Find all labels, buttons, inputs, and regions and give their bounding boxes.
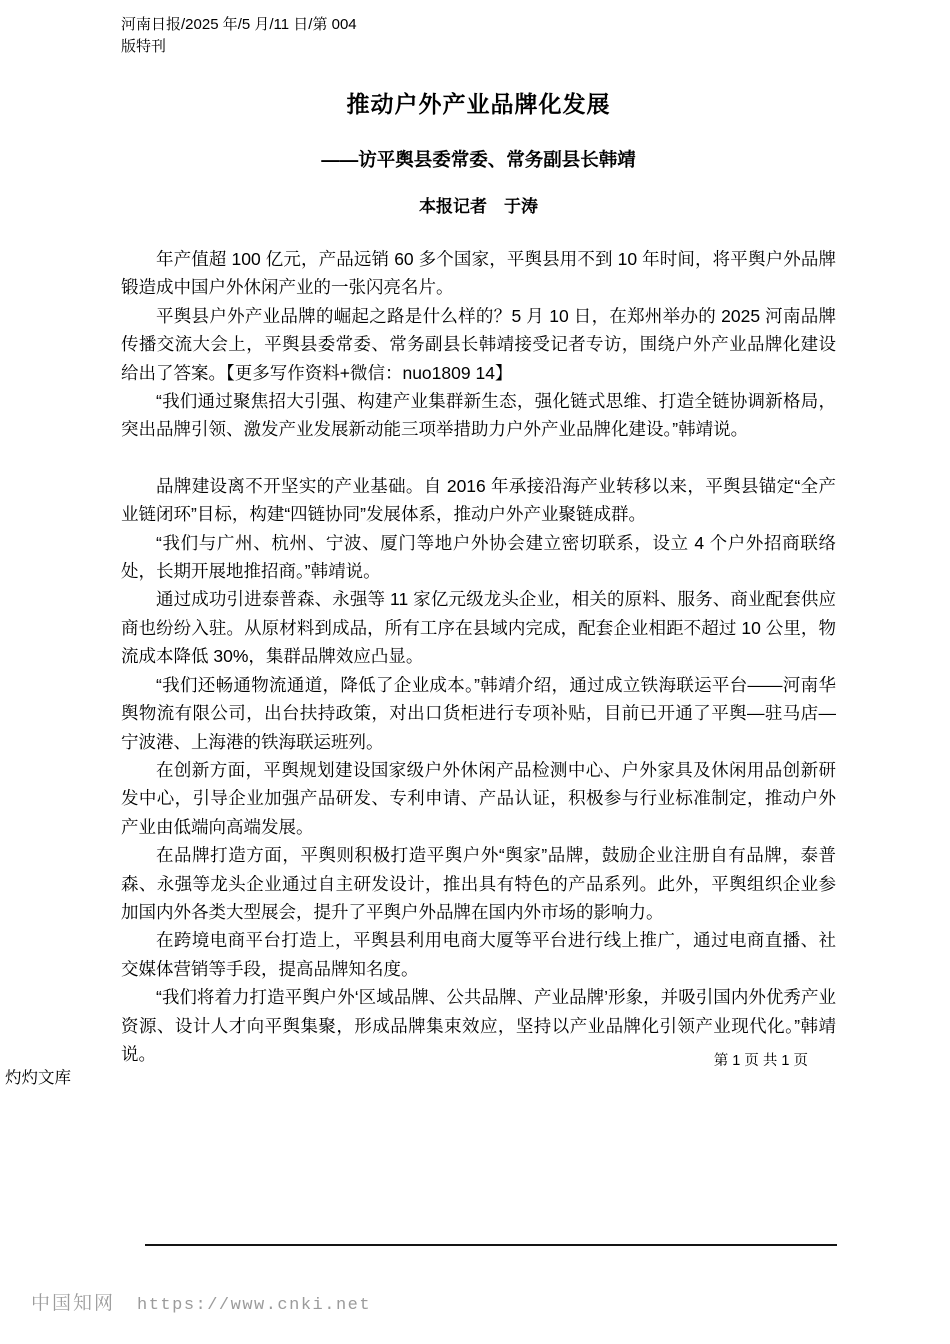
article-paragraph: 通过成功引进泰普森、永强等 11 家亿元级龙头企业，相关的原料、服务、商业配套供应商也纷纷入驻。从原材料到成品，所有工序在县域内完成，配套企业相距不超过 10 公里，物流成本降低 30%，集群品牌效应凸显。 [121,589,836,667]
article-paragraph: 平舆县户外产业品牌的崛起之路是什么样的？5 月 10 日，在郑州举办的 2025 河南品牌传播交流大会上，平舆县委常委、常务副县长韩靖接受记者专访，围绕户外产业品牌化建设给出了答案。【更多写作资料+微信：nuo1809 14】 [121,305,836,383]
article-paragraph: 在创新方面，平舆规划建设国家级户外休闲产品检测中心、户外家具及休闲用品创新研发中心，引导企业加强产品研发、专利申请、产品认证，积极参与行业标准制定，推动户外产业由低端向高端发展。 [121,759,836,837]
article-section-intro [121,245,836,444]
article-paragraph: “我们通过聚焦招大引强、构建产业集群新生态，强化链式思维、打造全链协调新格局，突出品牌引领、激发产业发展新动能三项举措助力户外产业品牌化建设。”韩靖说。 [121,391,836,440]
article-paragraph: 在品牌打造方面，平舆则积极打造平舆户外“舆家”品牌，鼓励企业注册自有品牌，泰普森、永强等龙头企业通过自主研发设计，推出具有特色的产品系列。此外，平舆组织企业参加国内外各类大型展会，提升了平舆户外品牌在国内外市场的影响力。 [121,845,836,922]
footer-divider [145,1244,837,1246]
article-paragraph: 在跨境电商平台打造上，平舆县利用电商大厦等平台进行线上推广，通过电商直播、社交媒体营销等手段，提高品牌知名度。 [121,930,836,979]
article-paragraph: “我们还畅通物流通道，降低了企业成本。”韩靖介绍，通过成立铁海联运平台——河南华舆物流有限公司，出台扶持政策，对出口货柜进行专项补贴，目前已开通了平舆—驻马店—宁波港、上海港的铁海联运班列。 [121,674,836,752]
article-paragraph: “我们与广州、杭州、宁波、厦门等地户外协会建立密切联系，设立 4 个户外招商联络处，长期开展地推招商。”韩靖说。 [121,532,836,582]
article-paragraph: 年产值超 100 亿元，产品远销 60 多个国家，平舆县用不到 10 年时间，将平舆户外品牌锻造成中国户外休闲产业的一张闪亮名片。 [121,249,836,298]
source-header-line1: 河南日报/2025 年/5 月/11 日/第 004 [121,16,357,33]
article-paragraph: “我们将着力打造平舆户外‘区域品牌、公共品牌、产业品牌’形象，并吸引国内外优秀产业资源、设计人才向平舆集聚，形成品牌集束效应，坚持以产业品牌化引领产业现代化。”韩靖说。 [121,987,836,1064]
cnki-watermark [31,1288,371,1315]
page-indicator: 第 1 页 共 1 页 [713,1053,808,1069]
article-body [121,245,836,1068]
library-label: 灼灼文库 [5,1069,71,1087]
article-byline: 本报记者 于涛 [419,197,538,216]
source-header-line2: 版特刊 [121,38,167,55]
cnki-url-label: https://www.cnki.net [137,1296,372,1315]
article-section-main [121,472,836,1069]
article-paragraph: 品牌建设离不开坚实的产业基础。自 2016 年承接沿海产业转移以来，平舆县锚定“全产业链闭环”目标，构建“四链协同”发展体系，推动户外产业聚链成群。 [121,475,836,525]
article-subtitle: ——访平舆县委常委、常务副县长韩靖 [321,149,636,170]
source-header [121,14,836,58]
article-title: 推动户外产业品牌化发展 [346,91,611,117]
cnki-brand-label: 中国知网 [31,1293,116,1314]
